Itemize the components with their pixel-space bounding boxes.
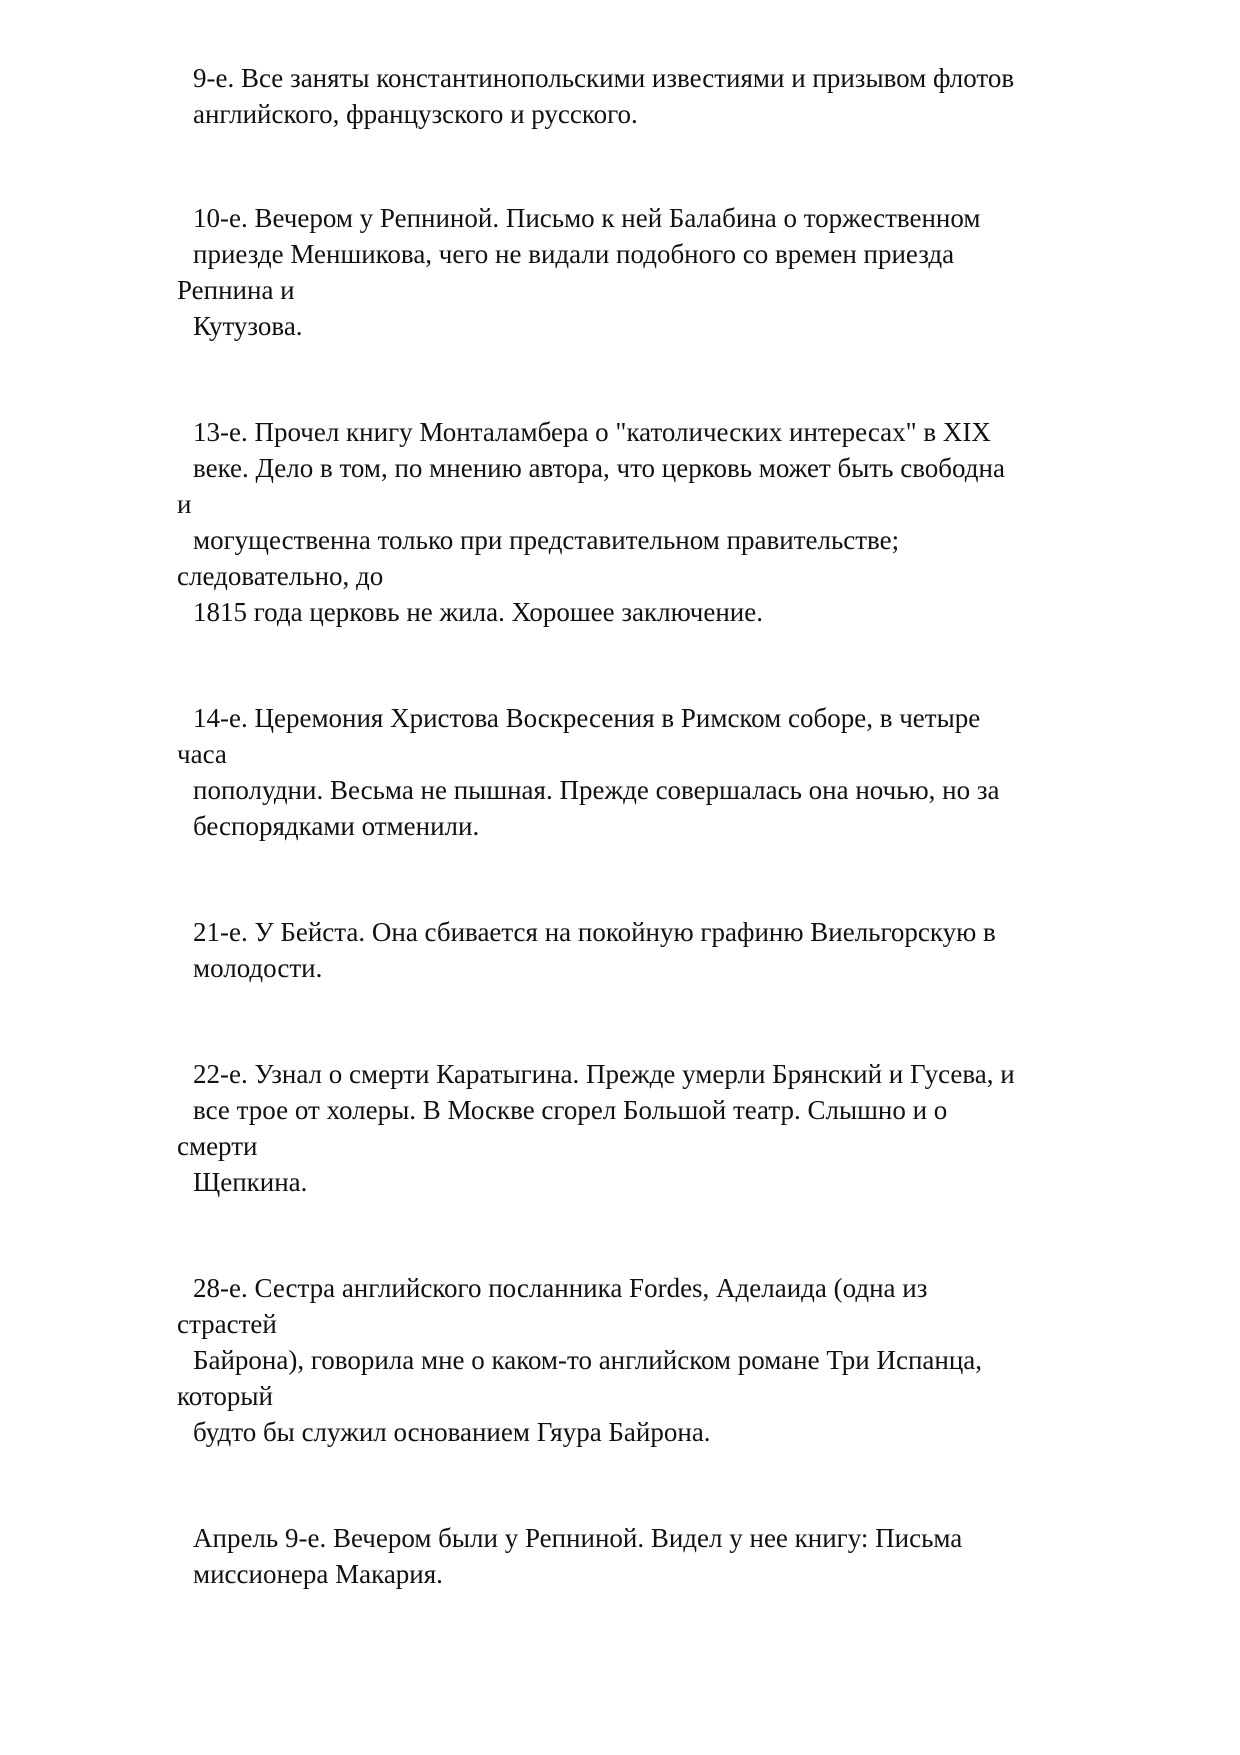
entry-line: веке. Дело в том, по мнению автора, что церковь может быть свободна xyxy=(193,453,1005,483)
entry-line: 28-е. Сестра английского посланника Fordes, Аделаида (одна из xyxy=(193,1273,928,1303)
entry-line: английского, французского и русского. xyxy=(193,99,638,129)
entry-line: следовательно, до xyxy=(177,561,384,591)
entry-line: 9-е. Все заняты константинопольскими известиями и призывом флотов xyxy=(193,63,1015,93)
entry-line: 13-е. Прочел книгу Монталамбера о "католических интересах" в XIX xyxy=(193,417,991,447)
entry-line: 10-е. Вечером у Репниной. Письмо к ней Балабина о торжественном xyxy=(193,203,981,233)
entry-line: 14-е. Церемония Христова Воскресения в Римском соборе, в четыре xyxy=(193,703,981,733)
entry-line: который xyxy=(177,1381,273,1411)
entry-line: 22-е. Узнал о смерти Каратыгина. Прежде умерли Брянский и Гусева, и xyxy=(193,1059,1015,1089)
entry-line: смерти xyxy=(177,1131,258,1161)
entry-line: Апрель 9-е. Вечером были у Репниной. Видел у нее книгу: Письма xyxy=(193,1523,963,1553)
entry-line: беспорядками отменили. xyxy=(193,811,480,841)
entry-line: Кутузова. xyxy=(193,311,303,341)
entry-line: молодости. xyxy=(193,953,323,983)
entry-line: Репнина и xyxy=(177,275,295,305)
entry-line: часа xyxy=(177,739,227,769)
entry-line: Байрона), говорила мне о каком-то английском романе Три Испанца, xyxy=(193,1345,983,1375)
entry-line: страстей xyxy=(177,1309,277,1339)
entry-line: Щепкина. xyxy=(193,1167,308,1197)
entry-line: приезде Меншикова, чего не видали подобного со времен приезда xyxy=(193,239,955,269)
entry-line: 1815 года церковь не жила. Хорошее заключение. xyxy=(193,597,763,627)
entry-line: пополудни. Весьма не пышная. Прежде совершалась она ночью, но за xyxy=(193,775,1000,805)
entry-line: 21-е. У Бейста. Она сбивается на покойную графиню Виельгорскую в xyxy=(193,917,996,947)
entry-line: будто бы служил основанием Гяура Байрона. xyxy=(193,1417,711,1447)
entry-line: все трое от холеры. В Москве сгорел Большой театр. Слышно и о xyxy=(193,1095,948,1125)
entry-line: и xyxy=(177,489,192,519)
entry-line: могущественна только при представительном правительстве; xyxy=(193,525,900,555)
entry-line: миссионера Макария. xyxy=(193,1559,443,1589)
